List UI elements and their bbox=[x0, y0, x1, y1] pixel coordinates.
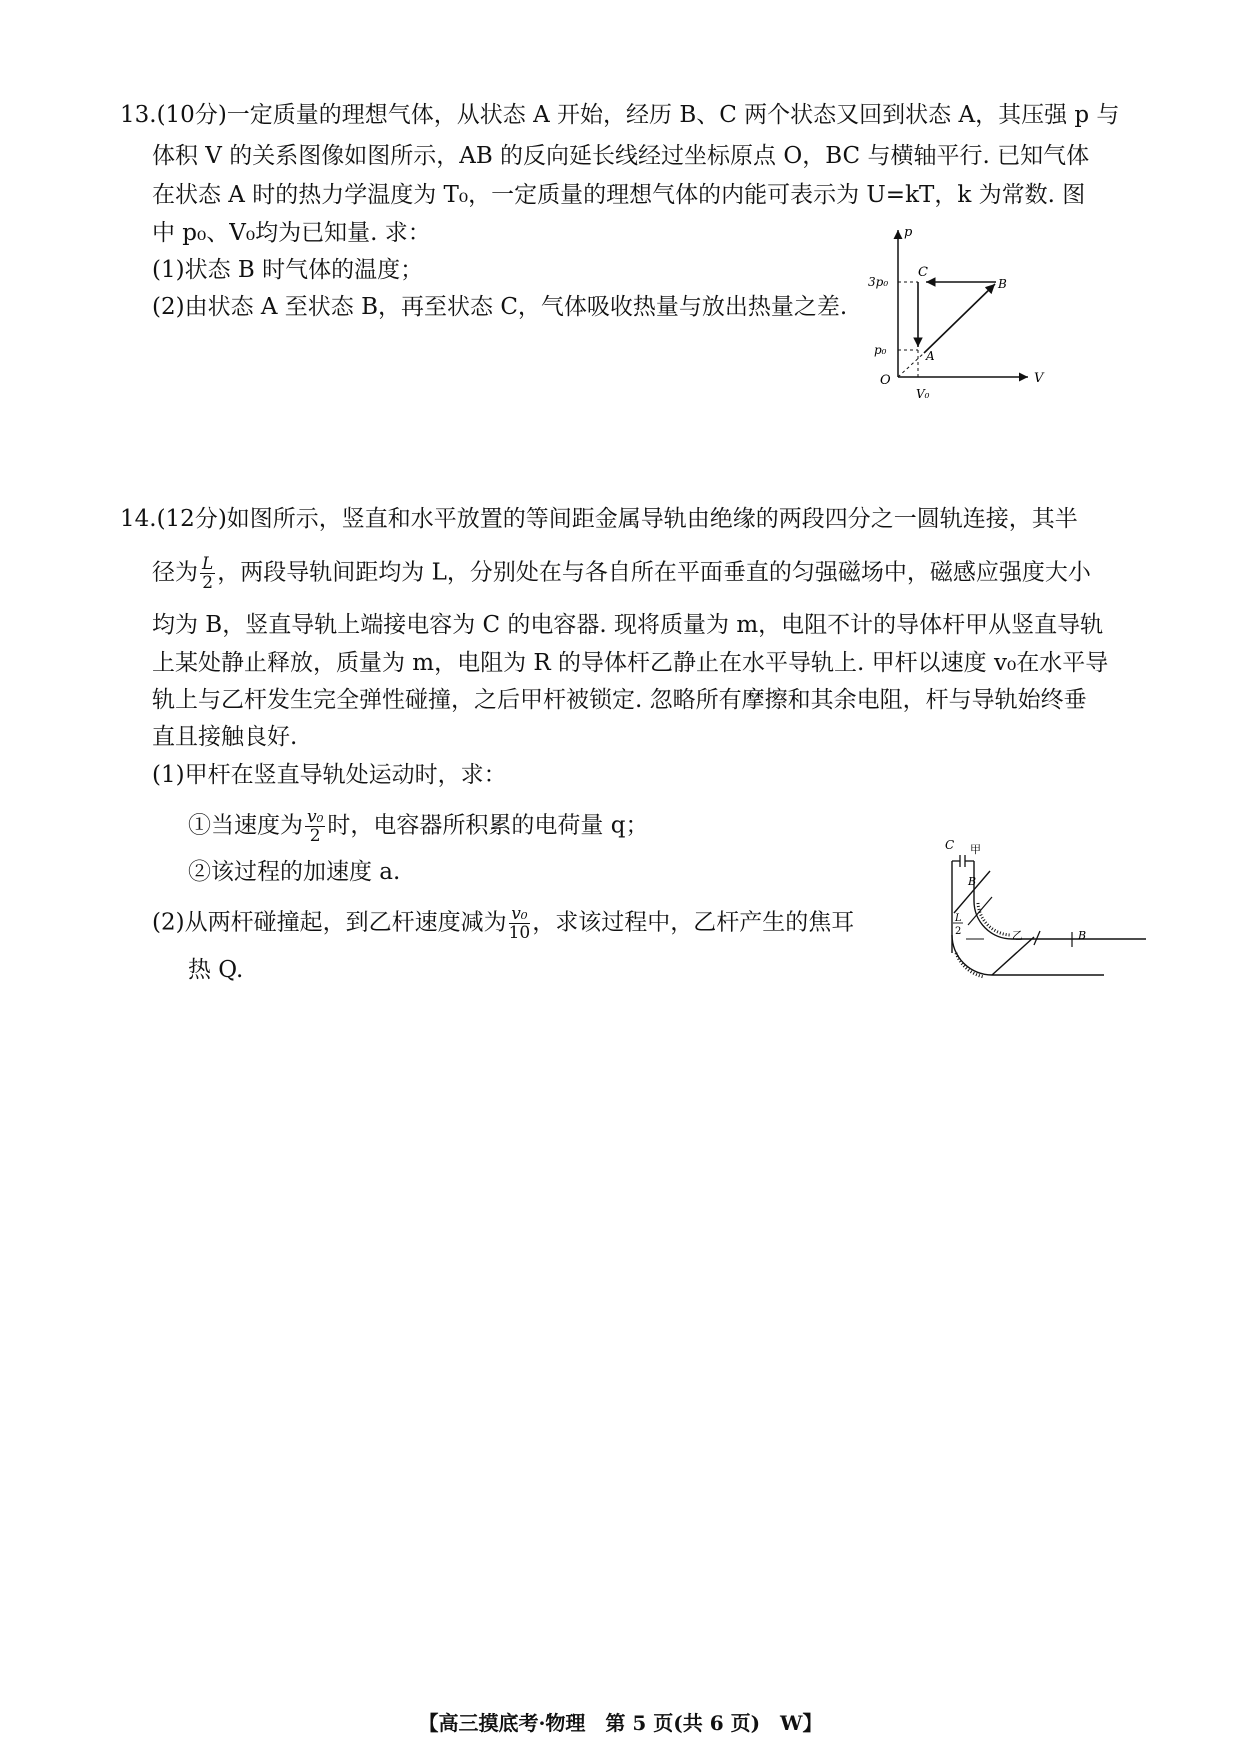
q14-sub-question-1a: ①当速度为 $\frac{\text{v₀}}{2}$ 时，电容器所积累的电荷量 q； bbox=[188, 807, 649, 846]
point-a-label: A bbox=[926, 349, 935, 363]
q14-sub-question-2-cont: 热 Q. bbox=[188, 957, 244, 983]
label-b-horizontal: B bbox=[1078, 929, 1087, 942]
label-p0: p₀ bbox=[874, 343, 887, 357]
v-axis-label: V bbox=[1034, 371, 1044, 386]
q13-line-1: 13.(10分)一定质量的理想气体，从状态 A 开始，经历 B、C 两个状态又回到状态 A，其压强 p 与 bbox=[120, 102, 1120, 128]
q14-line-4: 上某处静止释放，质量为 m，电阻为 R 的导体杆乙静止在水平导轨上. 甲杆以速度 v₀在水平导 bbox=[152, 650, 1109, 676]
label-l: L bbox=[955, 913, 962, 924]
q13-sub-question-1: (1)状态 B 时气体的温度； bbox=[152, 257, 424, 283]
q13-sub-question-2: (2)由状态 A 至状态 B，再至状态 C，气体吸收热量与放出热量之差. bbox=[152, 294, 848, 320]
label-jia: 甲 bbox=[970, 843, 981, 856]
q14-line-6: 直且接触良好. bbox=[152, 724, 298, 750]
q13-line-3: 在状态 A 时的热力学温度为 T₀，一定质量的理想气体的内能可表示为 U=kT，k 为常数. 图 bbox=[152, 182, 1086, 208]
origin-label: O bbox=[880, 373, 891, 388]
segment-ab bbox=[924, 284, 995, 353]
page-footer: 【高三摸底考·物理 第 5 页(共 6 页) W】 bbox=[418, 1711, 823, 1735]
label-c: C bbox=[945, 838, 955, 852]
q14-sub-question-1: (1)甲杆在竖直导轨处运动时，求： bbox=[152, 762, 507, 788]
q13-pv-diagram bbox=[868, 222, 1048, 408]
q13-line-4: 中 p₀、V₀均为已知量. 求： bbox=[152, 220, 431, 246]
label-b-vertical: B bbox=[968, 875, 977, 888]
q14-line-5: 轨上与乙杆发生完全弹性碰撞，之后甲杆被锁定. 忽略所有摩擦和其余电阻，杆与导轨始终垂 bbox=[152, 687, 1087, 713]
point-c-label: C bbox=[918, 265, 928, 280]
q13-line-2: 体积 V 的关系图像如图所示，AB 的反向延长线经过坐标原点 O，BC 与横轴平行. 已知气体 bbox=[152, 143, 1090, 169]
q14-line-1: 14.(12分)如图所示，竖直和水平放置的等间距金属导轨由绝缘的两段四分之一圆轨连接，其半 bbox=[120, 506, 1078, 532]
label-3p0: 3p₀ bbox=[868, 275, 889, 289]
p-axis-label: p bbox=[904, 225, 913, 240]
q14-line-2: 径为 $\frac{L}{2}$ ，两段导轨间距均为 L，分别处在与各自所在平面垂直的匀强磁场中，磁感应强度大小 bbox=[152, 554, 1091, 593]
point-b-label: B bbox=[998, 277, 1007, 291]
q14-sub-question-2: (2)从两杆碰撞起，到乙杆速度减为 $\frac{\text{v₀}}{10}$ ，求该过程中，乙杆产生的焦耳 bbox=[152, 904, 855, 943]
rod-yi bbox=[1034, 931, 1040, 945]
label-yi: 乙 bbox=[1012, 929, 1023, 942]
q14-sub-question-1b: ②该过程的加速度 a. bbox=[188, 859, 401, 885]
q14-line-3: 均为 B，竖直导轨上端接电容为 C 的电容器. 现将质量为 m，电阻不计的导体杆甲从竖直导轨 bbox=[152, 612, 1104, 638]
label-2: 2 bbox=[955, 926, 962, 937]
q14-rail-diagram bbox=[932, 835, 1168, 990]
label-v0: V₀ bbox=[916, 387, 930, 401]
